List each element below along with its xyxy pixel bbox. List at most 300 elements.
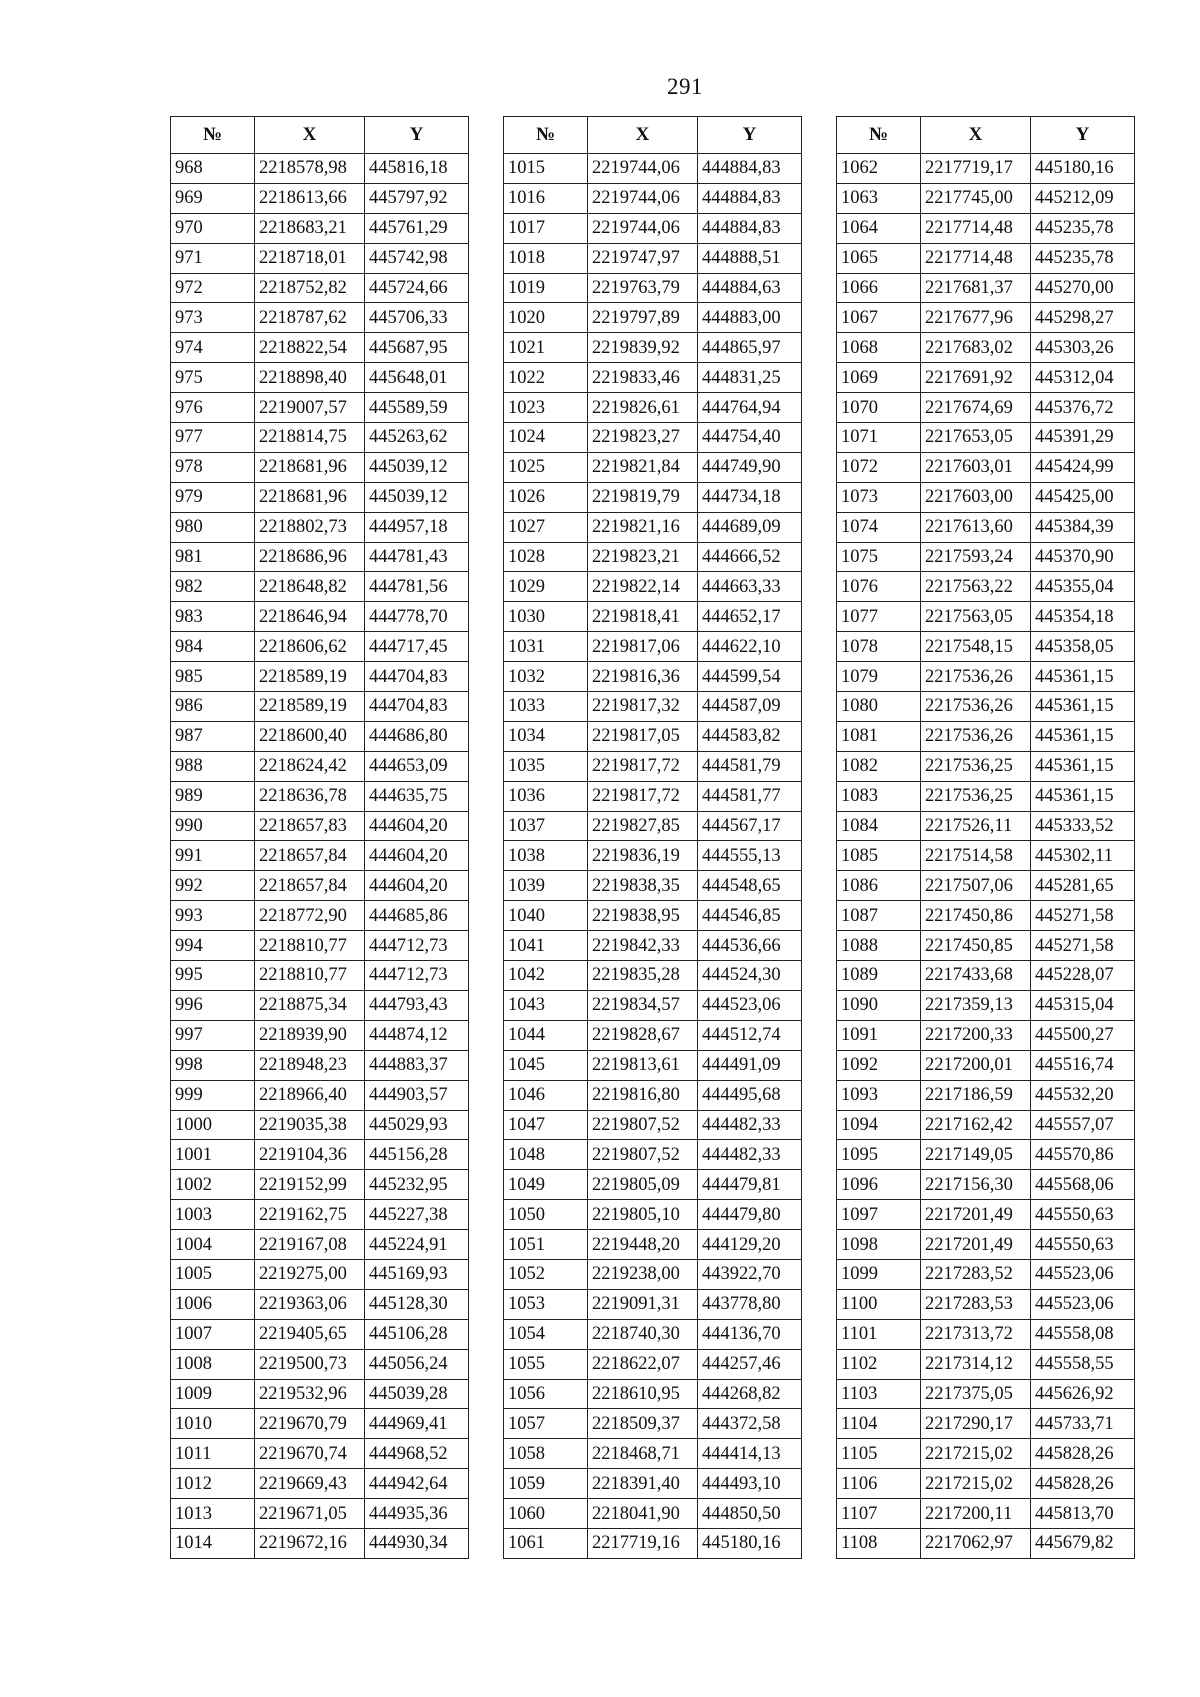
y-coordinate-cell: 444512,74 xyxy=(698,1020,802,1050)
point-number-cell: 1048 xyxy=(504,1140,588,1170)
table-row xyxy=(171,542,469,572)
table-row xyxy=(504,183,802,213)
x-coordinate-cell: 2219823,27 xyxy=(588,423,698,453)
point-number-cell: 1095 xyxy=(837,1140,921,1170)
y-coordinate-cell: 444414,13 xyxy=(698,1439,802,1469)
x-coordinate-cell: 2218657,84 xyxy=(255,871,365,901)
point-number-cell: 996 xyxy=(171,990,255,1020)
x-coordinate-cell: 2219816,80 xyxy=(588,1080,698,1110)
table-row xyxy=(171,931,469,961)
table-row xyxy=(504,901,802,931)
table-row xyxy=(504,273,802,303)
table-row xyxy=(837,662,1135,692)
x-coordinate-cell: 2218657,83 xyxy=(255,811,365,841)
table-row xyxy=(504,1499,802,1529)
x-coordinate-cell: 2218752,82 xyxy=(255,273,365,303)
point-number-cell: 1005 xyxy=(171,1259,255,1289)
table-row xyxy=(504,811,802,841)
x-coordinate-cell: 2217359,13 xyxy=(921,990,1031,1020)
x-coordinate-cell: 2219091,31 xyxy=(588,1289,698,1319)
table-row xyxy=(171,811,469,841)
x-coordinate-cell: 2219805,10 xyxy=(588,1200,698,1230)
point-number-cell: 997 xyxy=(171,1020,255,1050)
y-coordinate-cell: 445333,52 xyxy=(1031,811,1135,841)
y-coordinate-cell: 445270,00 xyxy=(1031,273,1135,303)
table-row xyxy=(837,602,1135,632)
y-coordinate-cell: 444136,70 xyxy=(698,1319,802,1349)
page-number: 291 xyxy=(667,74,703,99)
x-coordinate-cell: 2218810,77 xyxy=(255,931,365,961)
x-coordinate-cell: 2219817,32 xyxy=(588,692,698,722)
point-number-cell: 999 xyxy=(171,1080,255,1110)
table-row xyxy=(171,393,469,423)
table-row xyxy=(504,961,802,991)
y-coordinate-cell: 445425,00 xyxy=(1031,482,1135,512)
table-row xyxy=(504,1349,802,1379)
table-row xyxy=(171,512,469,542)
point-number-cell: 1069 xyxy=(837,363,921,393)
coordinates-table-1 xyxy=(170,116,469,1559)
table-row xyxy=(504,243,802,273)
x-coordinate-cell: 2218589,19 xyxy=(255,692,365,722)
y-coordinate-cell: 445315,04 xyxy=(1031,990,1135,1020)
x-coordinate-cell: 2217514,58 xyxy=(921,841,1031,871)
point-number-cell: 1103 xyxy=(837,1379,921,1409)
table-row xyxy=(171,1499,469,1529)
y-coordinate-cell: 445303,26 xyxy=(1031,333,1135,363)
x-coordinate-cell: 2217149,05 xyxy=(921,1140,1031,1170)
point-number-cell: 1091 xyxy=(837,1020,921,1050)
x-coordinate-cell: 2219842,33 xyxy=(588,931,698,961)
point-number-cell: 1045 xyxy=(504,1050,588,1080)
table-row xyxy=(171,841,469,871)
x-coordinate-cell: 2218822,54 xyxy=(255,333,365,363)
table-row xyxy=(504,213,802,243)
y-coordinate-cell: 444883,00 xyxy=(698,303,802,333)
x-coordinate-cell: 2219007,57 xyxy=(255,393,365,423)
point-number-cell: 1062 xyxy=(837,154,921,184)
x-coordinate-cell: 2217683,02 xyxy=(921,333,1031,363)
point-number-cell: 1020 xyxy=(504,303,588,333)
point-number-cell: 995 xyxy=(171,961,255,991)
table-row xyxy=(837,243,1135,273)
x-coordinate-cell: 2217677,96 xyxy=(921,303,1031,333)
y-coordinate-cell: 445361,15 xyxy=(1031,662,1135,692)
table-row xyxy=(504,572,802,602)
x-coordinate-cell: 2219816,36 xyxy=(588,662,698,692)
point-number-cell: 1057 xyxy=(504,1409,588,1439)
table-header-row xyxy=(171,117,469,154)
point-number-cell: 1012 xyxy=(171,1469,255,1499)
point-number-cell: 993 xyxy=(171,901,255,931)
x-coordinate-cell: 2217563,22 xyxy=(921,572,1031,602)
point-number-cell: 1019 xyxy=(504,273,588,303)
table-row xyxy=(837,572,1135,602)
y-coordinate-cell: 445169,93 xyxy=(365,1259,469,1289)
header-y: Y xyxy=(698,117,802,154)
point-number-cell: 1049 xyxy=(504,1170,588,1200)
x-coordinate-cell: 2217313,72 xyxy=(921,1319,1031,1349)
x-coordinate-cell: 2219805,09 xyxy=(588,1170,698,1200)
y-coordinate-cell: 445302,11 xyxy=(1031,841,1135,871)
point-number-cell: 1063 xyxy=(837,183,921,213)
y-coordinate-cell: 444599,54 xyxy=(698,662,802,692)
y-coordinate-cell: 444685,86 xyxy=(365,901,469,931)
point-number-cell: 984 xyxy=(171,632,255,662)
point-number-cell: 1007 xyxy=(171,1319,255,1349)
point-number-cell: 1016 xyxy=(504,183,588,213)
table-row xyxy=(171,1469,469,1499)
table-row xyxy=(171,1259,469,1289)
y-coordinate-cell: 445298,27 xyxy=(1031,303,1135,333)
table-row xyxy=(837,1439,1135,1469)
table-row xyxy=(171,1110,469,1140)
y-coordinate-cell: 445816,18 xyxy=(365,154,469,184)
point-number-cell: 1097 xyxy=(837,1200,921,1230)
y-coordinate-cell: 444622,10 xyxy=(698,632,802,662)
table-row xyxy=(504,154,802,184)
y-coordinate-cell: 444479,80 xyxy=(698,1200,802,1230)
y-coordinate-cell: 445271,58 xyxy=(1031,901,1135,931)
y-coordinate-cell: 445761,29 xyxy=(365,213,469,243)
point-number-cell: 1098 xyxy=(837,1230,921,1260)
point-number-cell: 1089 xyxy=(837,961,921,991)
y-coordinate-cell: 445532,20 xyxy=(1031,1080,1135,1110)
point-number-cell: 1026 xyxy=(504,482,588,512)
table-row xyxy=(504,692,802,722)
x-coordinate-cell: 2218606,62 xyxy=(255,632,365,662)
y-coordinate-cell: 444652,17 xyxy=(698,602,802,632)
point-number-cell: 1040 xyxy=(504,901,588,931)
table-row xyxy=(837,273,1135,303)
point-number-cell: 1046 xyxy=(504,1080,588,1110)
table-row xyxy=(837,871,1135,901)
point-number-cell: 1067 xyxy=(837,303,921,333)
table-row xyxy=(837,363,1135,393)
y-coordinate-cell: 444793,43 xyxy=(365,990,469,1020)
y-coordinate-cell: 443778,80 xyxy=(698,1289,802,1319)
y-coordinate-cell: 444712,73 xyxy=(365,931,469,961)
x-coordinate-cell: 2218740,30 xyxy=(588,1319,698,1349)
point-number-cell: 1050 xyxy=(504,1200,588,1230)
x-coordinate-cell: 2217719,17 xyxy=(921,154,1031,184)
table-row xyxy=(171,961,469,991)
y-coordinate-cell: 444653,09 xyxy=(365,751,469,781)
table-row xyxy=(837,1110,1135,1140)
x-coordinate-cell: 2218683,21 xyxy=(255,213,365,243)
x-coordinate-cell: 2218898,40 xyxy=(255,363,365,393)
point-number-cell: 1043 xyxy=(504,990,588,1020)
table-row xyxy=(504,931,802,961)
table-row xyxy=(837,452,1135,482)
point-number-cell: 1023 xyxy=(504,393,588,423)
point-number-cell: 1099 xyxy=(837,1259,921,1289)
y-coordinate-cell: 444903,57 xyxy=(365,1080,469,1110)
y-coordinate-cell: 444268,82 xyxy=(698,1379,802,1409)
point-number-cell: 974 xyxy=(171,333,255,363)
x-coordinate-cell: 2217536,26 xyxy=(921,662,1031,692)
point-number-cell: 982 xyxy=(171,572,255,602)
x-coordinate-cell: 2219162,75 xyxy=(255,1200,365,1230)
point-number-cell: 986 xyxy=(171,692,255,722)
point-number-cell: 1054 xyxy=(504,1319,588,1349)
x-coordinate-cell: 2219797,89 xyxy=(588,303,698,333)
table-row xyxy=(171,1200,469,1230)
table-row xyxy=(504,1140,802,1170)
point-number-cell: 1051 xyxy=(504,1230,588,1260)
table-row xyxy=(837,423,1135,453)
x-coordinate-cell: 2219821,84 xyxy=(588,452,698,482)
table-header-row xyxy=(837,117,1135,154)
y-coordinate-cell: 445029,93 xyxy=(365,1110,469,1140)
y-coordinate-cell: 444704,83 xyxy=(365,662,469,692)
table-row xyxy=(837,1289,1135,1319)
table-row xyxy=(504,1409,802,1439)
y-coordinate-cell: 444754,40 xyxy=(698,423,802,453)
y-coordinate-cell: 444883,37 xyxy=(365,1050,469,1080)
y-coordinate-cell: 444666,52 xyxy=(698,542,802,572)
point-number-cell: 1059 xyxy=(504,1469,588,1499)
point-number-cell: 1078 xyxy=(837,632,921,662)
header-number: № xyxy=(504,117,588,154)
y-coordinate-cell: 445706,33 xyxy=(365,303,469,333)
y-coordinate-cell: 444372,58 xyxy=(698,1409,802,1439)
y-coordinate-cell: 444546,85 xyxy=(698,901,802,931)
point-number-cell: 1077 xyxy=(837,602,921,632)
y-coordinate-cell: 445648,01 xyxy=(365,363,469,393)
table-row xyxy=(504,542,802,572)
table-row xyxy=(171,1349,469,1379)
x-coordinate-cell: 2218657,84 xyxy=(255,841,365,871)
y-coordinate-cell: 445370,90 xyxy=(1031,542,1135,572)
x-coordinate-cell: 2219827,85 xyxy=(588,811,698,841)
y-coordinate-cell: 444957,18 xyxy=(365,512,469,542)
y-coordinate-cell: 444523,06 xyxy=(698,990,802,1020)
table-row xyxy=(504,1528,802,1558)
x-coordinate-cell: 2219744,06 xyxy=(588,213,698,243)
point-number-cell: 1047 xyxy=(504,1110,588,1140)
point-number-cell: 978 xyxy=(171,452,255,482)
point-number-cell: 968 xyxy=(171,154,255,184)
y-coordinate-cell: 445742,98 xyxy=(365,243,469,273)
table-row xyxy=(837,692,1135,722)
x-coordinate-cell: 2218772,90 xyxy=(255,901,365,931)
y-coordinate-cell: 445361,15 xyxy=(1031,692,1135,722)
y-coordinate-cell: 445361,15 xyxy=(1031,781,1135,811)
table-header-row xyxy=(504,117,802,154)
y-coordinate-cell: 444935,36 xyxy=(365,1499,469,1529)
y-coordinate-cell: 445271,58 xyxy=(1031,931,1135,961)
table-row xyxy=(171,482,469,512)
point-number-cell: 1013 xyxy=(171,1499,255,1529)
point-number-cell: 1106 xyxy=(837,1469,921,1499)
y-coordinate-cell: 445156,28 xyxy=(365,1140,469,1170)
x-coordinate-cell: 2217536,26 xyxy=(921,721,1031,751)
x-coordinate-cell: 2219763,79 xyxy=(588,273,698,303)
y-coordinate-cell: 445557,07 xyxy=(1031,1110,1135,1140)
table-row xyxy=(171,1170,469,1200)
table-row xyxy=(171,751,469,781)
x-coordinate-cell: 2219835,28 xyxy=(588,961,698,991)
x-coordinate-cell: 2219448,20 xyxy=(588,1230,698,1260)
y-coordinate-cell: 444663,33 xyxy=(698,572,802,602)
y-coordinate-cell: 444884,83 xyxy=(698,183,802,213)
y-coordinate-cell: 445391,29 xyxy=(1031,423,1135,453)
y-coordinate-cell: 444587,09 xyxy=(698,692,802,722)
x-coordinate-cell: 2217548,15 xyxy=(921,632,1031,662)
x-coordinate-cell: 2217200,33 xyxy=(921,1020,1031,1050)
y-coordinate-cell: 445106,28 xyxy=(365,1319,469,1349)
y-coordinate-cell: 444764,94 xyxy=(698,393,802,423)
table-row xyxy=(837,542,1135,572)
table-row xyxy=(171,243,469,273)
y-coordinate-cell: 444781,43 xyxy=(365,542,469,572)
point-number-cell: 1052 xyxy=(504,1259,588,1289)
table-row xyxy=(837,961,1135,991)
table-row xyxy=(171,183,469,213)
x-coordinate-cell: 2218939,90 xyxy=(255,1020,365,1050)
table-row xyxy=(504,1110,802,1140)
x-coordinate-cell: 2219822,14 xyxy=(588,572,698,602)
point-number-cell: 1064 xyxy=(837,213,921,243)
point-number-cell: 1070 xyxy=(837,393,921,423)
point-number-cell: 1090 xyxy=(837,990,921,1020)
table-row xyxy=(837,1050,1135,1080)
table-row xyxy=(171,692,469,722)
y-coordinate-cell: 445235,78 xyxy=(1031,213,1135,243)
point-number-cell: 990 xyxy=(171,811,255,841)
x-coordinate-cell: 2218610,95 xyxy=(588,1379,698,1409)
x-coordinate-cell: 2219826,61 xyxy=(588,393,698,423)
point-number-cell: 1008 xyxy=(171,1349,255,1379)
table-row xyxy=(171,273,469,303)
y-coordinate-cell: 445550,63 xyxy=(1031,1200,1135,1230)
x-coordinate-cell: 2217507,06 xyxy=(921,871,1031,901)
point-number-cell: 1093 xyxy=(837,1080,921,1110)
point-number-cell: 1009 xyxy=(171,1379,255,1409)
x-coordinate-cell: 2218613,66 xyxy=(255,183,365,213)
point-number-cell: 1100 xyxy=(837,1289,921,1319)
y-coordinate-cell: 444717,45 xyxy=(365,632,469,662)
x-coordinate-cell: 2219807,52 xyxy=(588,1110,698,1140)
x-coordinate-cell: 2218718,01 xyxy=(255,243,365,273)
point-number-cell: 1065 xyxy=(837,243,921,273)
x-coordinate-cell: 2219818,41 xyxy=(588,602,698,632)
y-coordinate-cell: 445235,78 xyxy=(1031,243,1135,273)
y-coordinate-cell: 444604,20 xyxy=(365,841,469,871)
x-coordinate-cell: 2219104,36 xyxy=(255,1140,365,1170)
point-number-cell: 1083 xyxy=(837,781,921,811)
point-number-cell: 1079 xyxy=(837,662,921,692)
y-coordinate-cell: 444482,33 xyxy=(698,1140,802,1170)
point-number-cell: 1068 xyxy=(837,333,921,363)
table-row xyxy=(171,423,469,453)
point-number-cell: 1036 xyxy=(504,781,588,811)
x-coordinate-cell: 2218966,40 xyxy=(255,1080,365,1110)
table-row xyxy=(837,1528,1135,1558)
y-coordinate-cell: 445376,72 xyxy=(1031,393,1135,423)
x-coordinate-cell: 2217563,05 xyxy=(921,602,1031,632)
point-number-cell: 1096 xyxy=(837,1170,921,1200)
point-number-cell: 980 xyxy=(171,512,255,542)
y-coordinate-cell: 444865,97 xyxy=(698,333,802,363)
point-number-cell: 1056 xyxy=(504,1379,588,1409)
table-row xyxy=(171,602,469,632)
table-row xyxy=(171,303,469,333)
table-row xyxy=(171,1289,469,1319)
point-number-cell: 969 xyxy=(171,183,255,213)
table-row xyxy=(504,751,802,781)
y-coordinate-cell: 445558,08 xyxy=(1031,1319,1135,1349)
header-number: № xyxy=(171,117,255,154)
y-coordinate-cell: 444942,64 xyxy=(365,1469,469,1499)
x-coordinate-cell: 2217681,37 xyxy=(921,273,1031,303)
table-row xyxy=(171,1409,469,1439)
y-coordinate-cell: 445180,16 xyxy=(698,1528,802,1558)
x-coordinate-cell: 2217450,85 xyxy=(921,931,1031,961)
y-coordinate-cell: 444129,20 xyxy=(698,1230,802,1260)
point-number-cell: 1081 xyxy=(837,721,921,751)
x-coordinate-cell: 2217200,01 xyxy=(921,1050,1031,1080)
point-number-cell: 1058 xyxy=(504,1439,588,1469)
y-coordinate-cell: 444536,66 xyxy=(698,931,802,961)
point-number-cell: 1024 xyxy=(504,423,588,453)
y-coordinate-cell: 444604,20 xyxy=(365,811,469,841)
point-number-cell: 1085 xyxy=(837,841,921,871)
y-coordinate-cell: 444686,80 xyxy=(365,721,469,751)
table-row xyxy=(504,512,802,542)
y-coordinate-cell: 445355,04 xyxy=(1031,572,1135,602)
header-x: X xyxy=(588,117,698,154)
x-coordinate-cell: 2219828,67 xyxy=(588,1020,698,1050)
point-number-cell: 1041 xyxy=(504,931,588,961)
table-row xyxy=(837,1469,1135,1499)
x-coordinate-cell: 2218468,71 xyxy=(588,1439,698,1469)
x-coordinate-cell: 2217062,97 xyxy=(921,1528,1031,1558)
y-coordinate-cell: 445523,06 xyxy=(1031,1289,1135,1319)
y-coordinate-cell: 444884,83 xyxy=(698,154,802,184)
table-row xyxy=(171,333,469,363)
x-coordinate-cell: 2217719,16 xyxy=(588,1528,698,1558)
x-coordinate-cell: 2219838,95 xyxy=(588,901,698,931)
x-coordinate-cell: 2217215,02 xyxy=(921,1469,1031,1499)
y-coordinate-cell: 445232,95 xyxy=(365,1170,469,1200)
y-coordinate-cell: 445224,91 xyxy=(365,1230,469,1260)
header-number: № xyxy=(837,117,921,154)
x-coordinate-cell: 2219275,00 xyxy=(255,1259,365,1289)
y-coordinate-cell: 444567,17 xyxy=(698,811,802,841)
y-coordinate-cell: 445424,99 xyxy=(1031,452,1135,482)
table-row xyxy=(837,1259,1135,1289)
x-coordinate-cell: 2218624,42 xyxy=(255,751,365,781)
x-coordinate-cell: 2218589,19 xyxy=(255,662,365,692)
point-number-cell: 1074 xyxy=(837,512,921,542)
x-coordinate-cell: 2219838,35 xyxy=(588,871,698,901)
y-coordinate-cell: 444749,90 xyxy=(698,452,802,482)
table-row xyxy=(171,213,469,243)
table-row xyxy=(837,1020,1135,1050)
y-coordinate-cell: 445384,39 xyxy=(1031,512,1135,542)
y-coordinate-cell: 445687,95 xyxy=(365,333,469,363)
table-row xyxy=(837,1230,1135,1260)
x-coordinate-cell: 2219670,79 xyxy=(255,1409,365,1439)
x-coordinate-cell: 2217314,12 xyxy=(921,1349,1031,1379)
table-row xyxy=(504,990,802,1020)
point-number-cell: 1037 xyxy=(504,811,588,841)
point-number-cell: 1082 xyxy=(837,751,921,781)
x-coordinate-cell: 2219813,61 xyxy=(588,1050,698,1080)
table-row xyxy=(171,662,469,692)
